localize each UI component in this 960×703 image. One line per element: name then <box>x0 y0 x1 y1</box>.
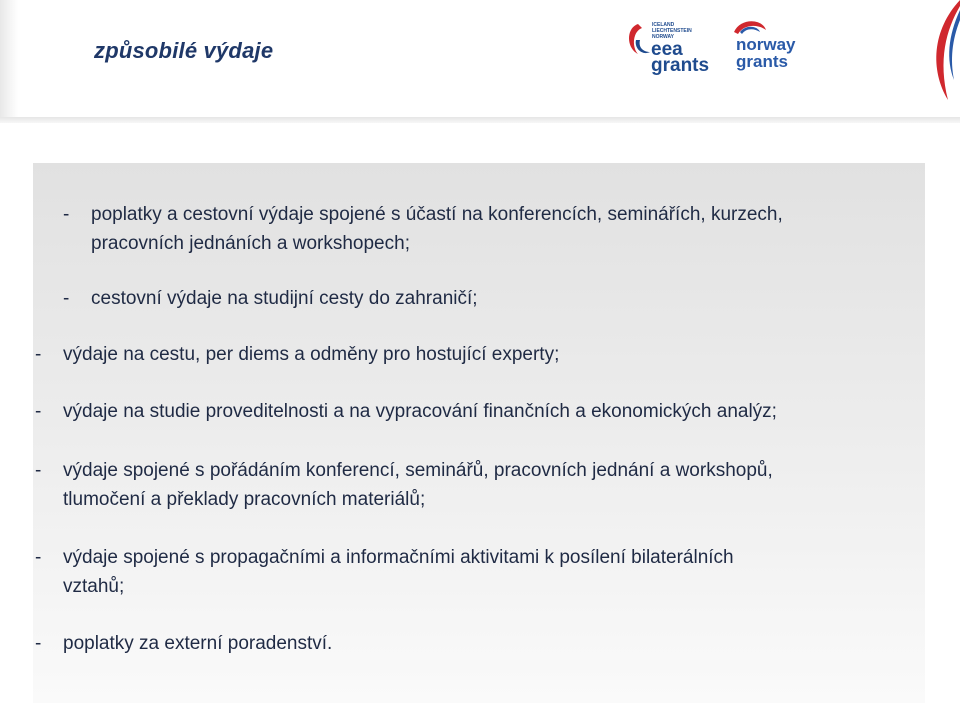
list-item <box>35 456 773 514</box>
content-panel <box>33 163 925 703</box>
list-dash: - <box>63 288 70 309</box>
list-item-line: vztahů; <box>63 576 125 597</box>
list-item-line: výdaje spojené s propagačními a informačními aktivitami k posílení bilaterálních <box>63 547 734 568</box>
list-dash: - <box>63 204 70 225</box>
list-dash: - <box>35 344 42 365</box>
header-shade <box>0 0 18 120</box>
eea-country-3: NORWAY <box>652 34 674 40</box>
list-item-line: výdaje spojené s pořádáním konferencí, seminářů, pracovních jednání a workshopů, <box>63 460 773 481</box>
norway-swirl-icon <box>734 21 766 34</box>
header-divider <box>0 117 960 123</box>
list-item-line: tlumočení a překlady pracovních materiálů; <box>63 489 426 510</box>
list-item <box>35 543 734 601</box>
list-item-line: poplatky za externí poradenství. <box>63 633 333 654</box>
list-dash: - <box>35 401 42 422</box>
list-item <box>63 200 783 258</box>
list-dash: - <box>35 633 42 654</box>
corner-swoosh-graphic <box>908 0 960 100</box>
eea-country-2: LIECHTENSTEIN <box>652 28 692 34</box>
norway-grants-word: grants <box>736 52 788 71</box>
list-item <box>35 629 332 658</box>
list-item-line: cestovní výdaje na studijní cesty do zahraničí; <box>91 288 478 309</box>
eea-grants-logo <box>624 18 714 78</box>
list-item <box>35 397 777 426</box>
list-item-line: poplatky a cestovní výdaje spojené s účastí na konferencích, seminářích, kurzech, <box>91 204 783 225</box>
eea-grants-word: grants <box>651 55 710 76</box>
eea-word: eea <box>651 39 683 60</box>
list-dash: - <box>35 460 42 481</box>
list-item-line: výdaje na cestu, per diems a odměny pro hostující experty; <box>63 344 560 365</box>
list-item-line: pracovních jednáních a workshopech; <box>91 233 410 254</box>
list-item-line: výdaje na studie proveditelnosti a na vypracování finančních a ekonomických analýz; <box>63 401 777 422</box>
eea-swirl-icon <box>629 24 650 54</box>
list-item <box>63 284 478 313</box>
list-dash: - <box>35 547 42 568</box>
slide-title: způsobilé výdaje <box>94 38 274 63</box>
norway-word: norway <box>736 35 796 54</box>
slide-header <box>0 0 960 125</box>
list-item <box>35 340 559 369</box>
eea-country-1: ICELAND <box>652 22 675 28</box>
norway-grants-logo <box>730 18 816 74</box>
